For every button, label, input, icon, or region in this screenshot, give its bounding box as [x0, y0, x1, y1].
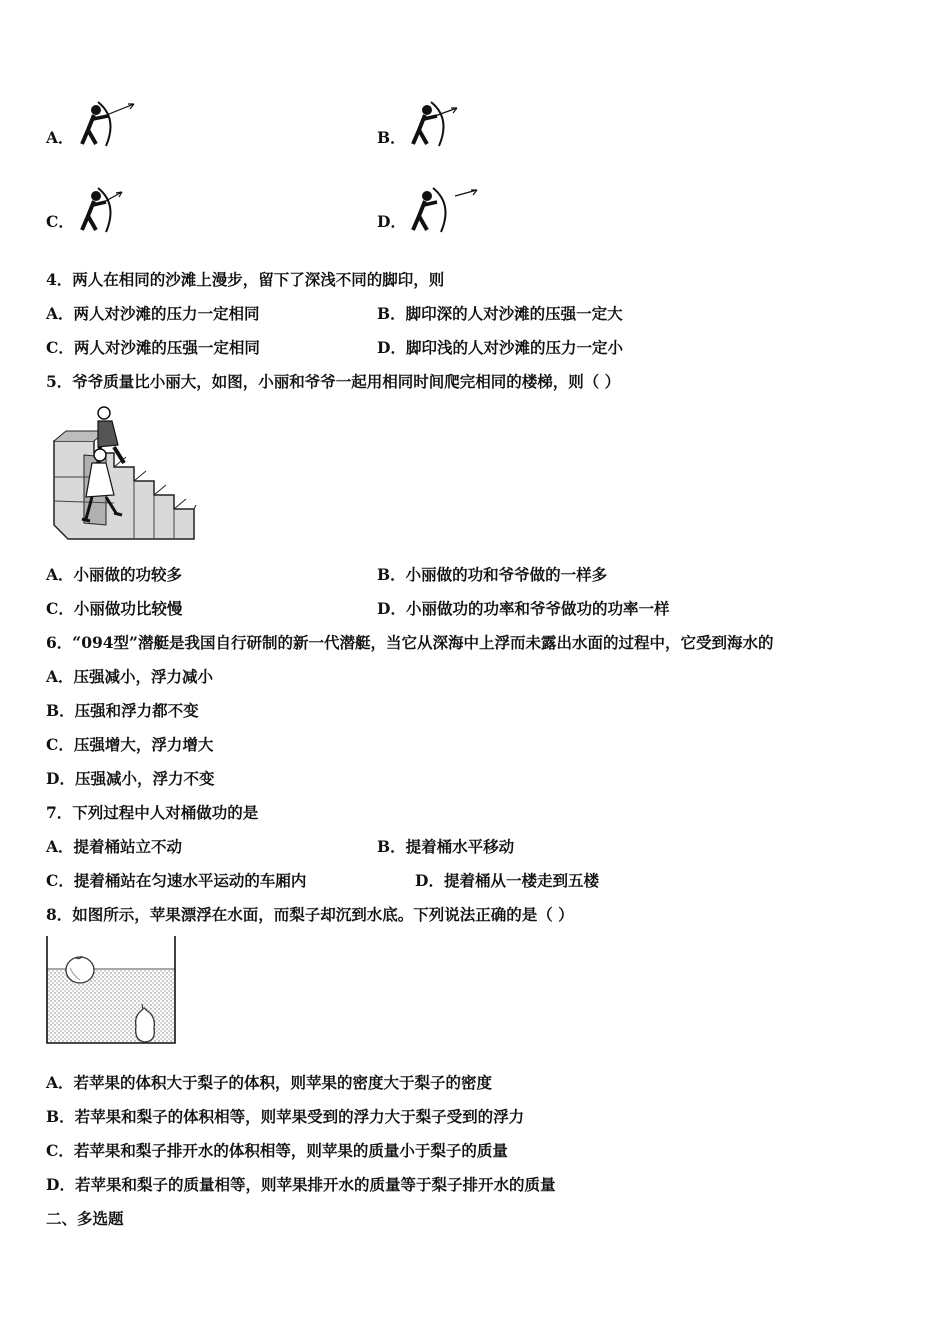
q8-option-b: B．若苹果和梨子的体积相等，则苹果受到的浮力大于梨子受到的浮力 — [46, 1107, 525, 1126]
section-title: 二、多选题 — [46, 1209, 124, 1228]
q8-option-d: D．若苹果和梨子的质量相等，则苹果排开水的质量等于梨子排开水的质量 — [46, 1175, 556, 1194]
q4-option-a: A．两人对沙滩的压力一定相同 — [46, 304, 260, 323]
q6-option-d: D．压强减小，浮力不变 — [46, 769, 215, 788]
archer-icon — [405, 186, 479, 236]
q7-stem: 7．下列过程中人对桶做功的是 — [46, 803, 259, 822]
q4-option-c: C．两人对沙滩的压强一定相同 — [46, 338, 260, 357]
archer-icon — [74, 100, 138, 150]
q5-option-a: A．小丽做的功较多 — [46, 565, 183, 584]
q3-option-d-label: D． — [377, 212, 406, 231]
q3-option-b-label: B． — [377, 128, 406, 147]
q6-option-c: C．压强增大，浮力增大 — [46, 735, 214, 754]
q6-option-a: A．压强减小，浮力减小 — [46, 667, 214, 686]
q5-option-d: D．小丽做功的功率和爷爷做功的功率一样 — [377, 599, 670, 618]
q5-option-b: B．小丽做的功和爷爷做的一样多 — [377, 565, 608, 584]
q4-option-d: D．脚印浅的人对沙滩的压力一定小 — [377, 338, 623, 357]
q7-option-a: A．提着桶站立不动 — [46, 837, 183, 856]
q6-option-b: B．压强和浮力都不变 — [46, 701, 199, 720]
q4-stem: 4．两人在相同的沙滩上漫步，留下了深浅不同的脚印，则 — [46, 270, 445, 289]
q7-option-b: B．提着桶水平移动 — [377, 837, 515, 856]
q6-stem: 6．“094型”潜艇是我国自行研制的新一代潜艇，当它从深海中上浮而未露出水面的过程中，它受到海水的 — [46, 633, 774, 652]
q3-option-c-label: C． — [46, 212, 74, 231]
stairs-climbing-icon — [54, 405, 196, 541]
q8-option-a: A．若苹果的体积大于梨子的体积，则苹果的密度大于梨子的密度 — [46, 1073, 493, 1092]
water-tank-icon — [46, 936, 176, 1044]
q5-option-c: C．小丽做功比较慢 — [46, 599, 183, 618]
q7-option-c: C．提着桶站在匀速水平运动的车厢内 — [46, 871, 307, 890]
q7-option-d: D．提着桶从一楼走到五楼 — [415, 871, 599, 890]
q4-option-b: B．脚印深的人对沙滩的压强一定大 — [377, 304, 623, 323]
q3-option-a-label: A． — [46, 128, 74, 147]
q5-stem: 5．爷爷质量比小丽大，如图，小丽和爷爷一起用相同时间爬完相同的楼梯，则（ ） — [46, 372, 621, 391]
archer-icon — [405, 100, 469, 150]
q8-option-c: C．若苹果和梨子排开水的体积相等，则苹果的质量小于梨子的质量 — [46, 1141, 508, 1160]
archer-icon — [74, 186, 138, 236]
q8-stem: 8．如图所示，苹果漂浮在水面，而梨子却沉到水底。下列说法正确的是（ ） — [46, 905, 574, 924]
